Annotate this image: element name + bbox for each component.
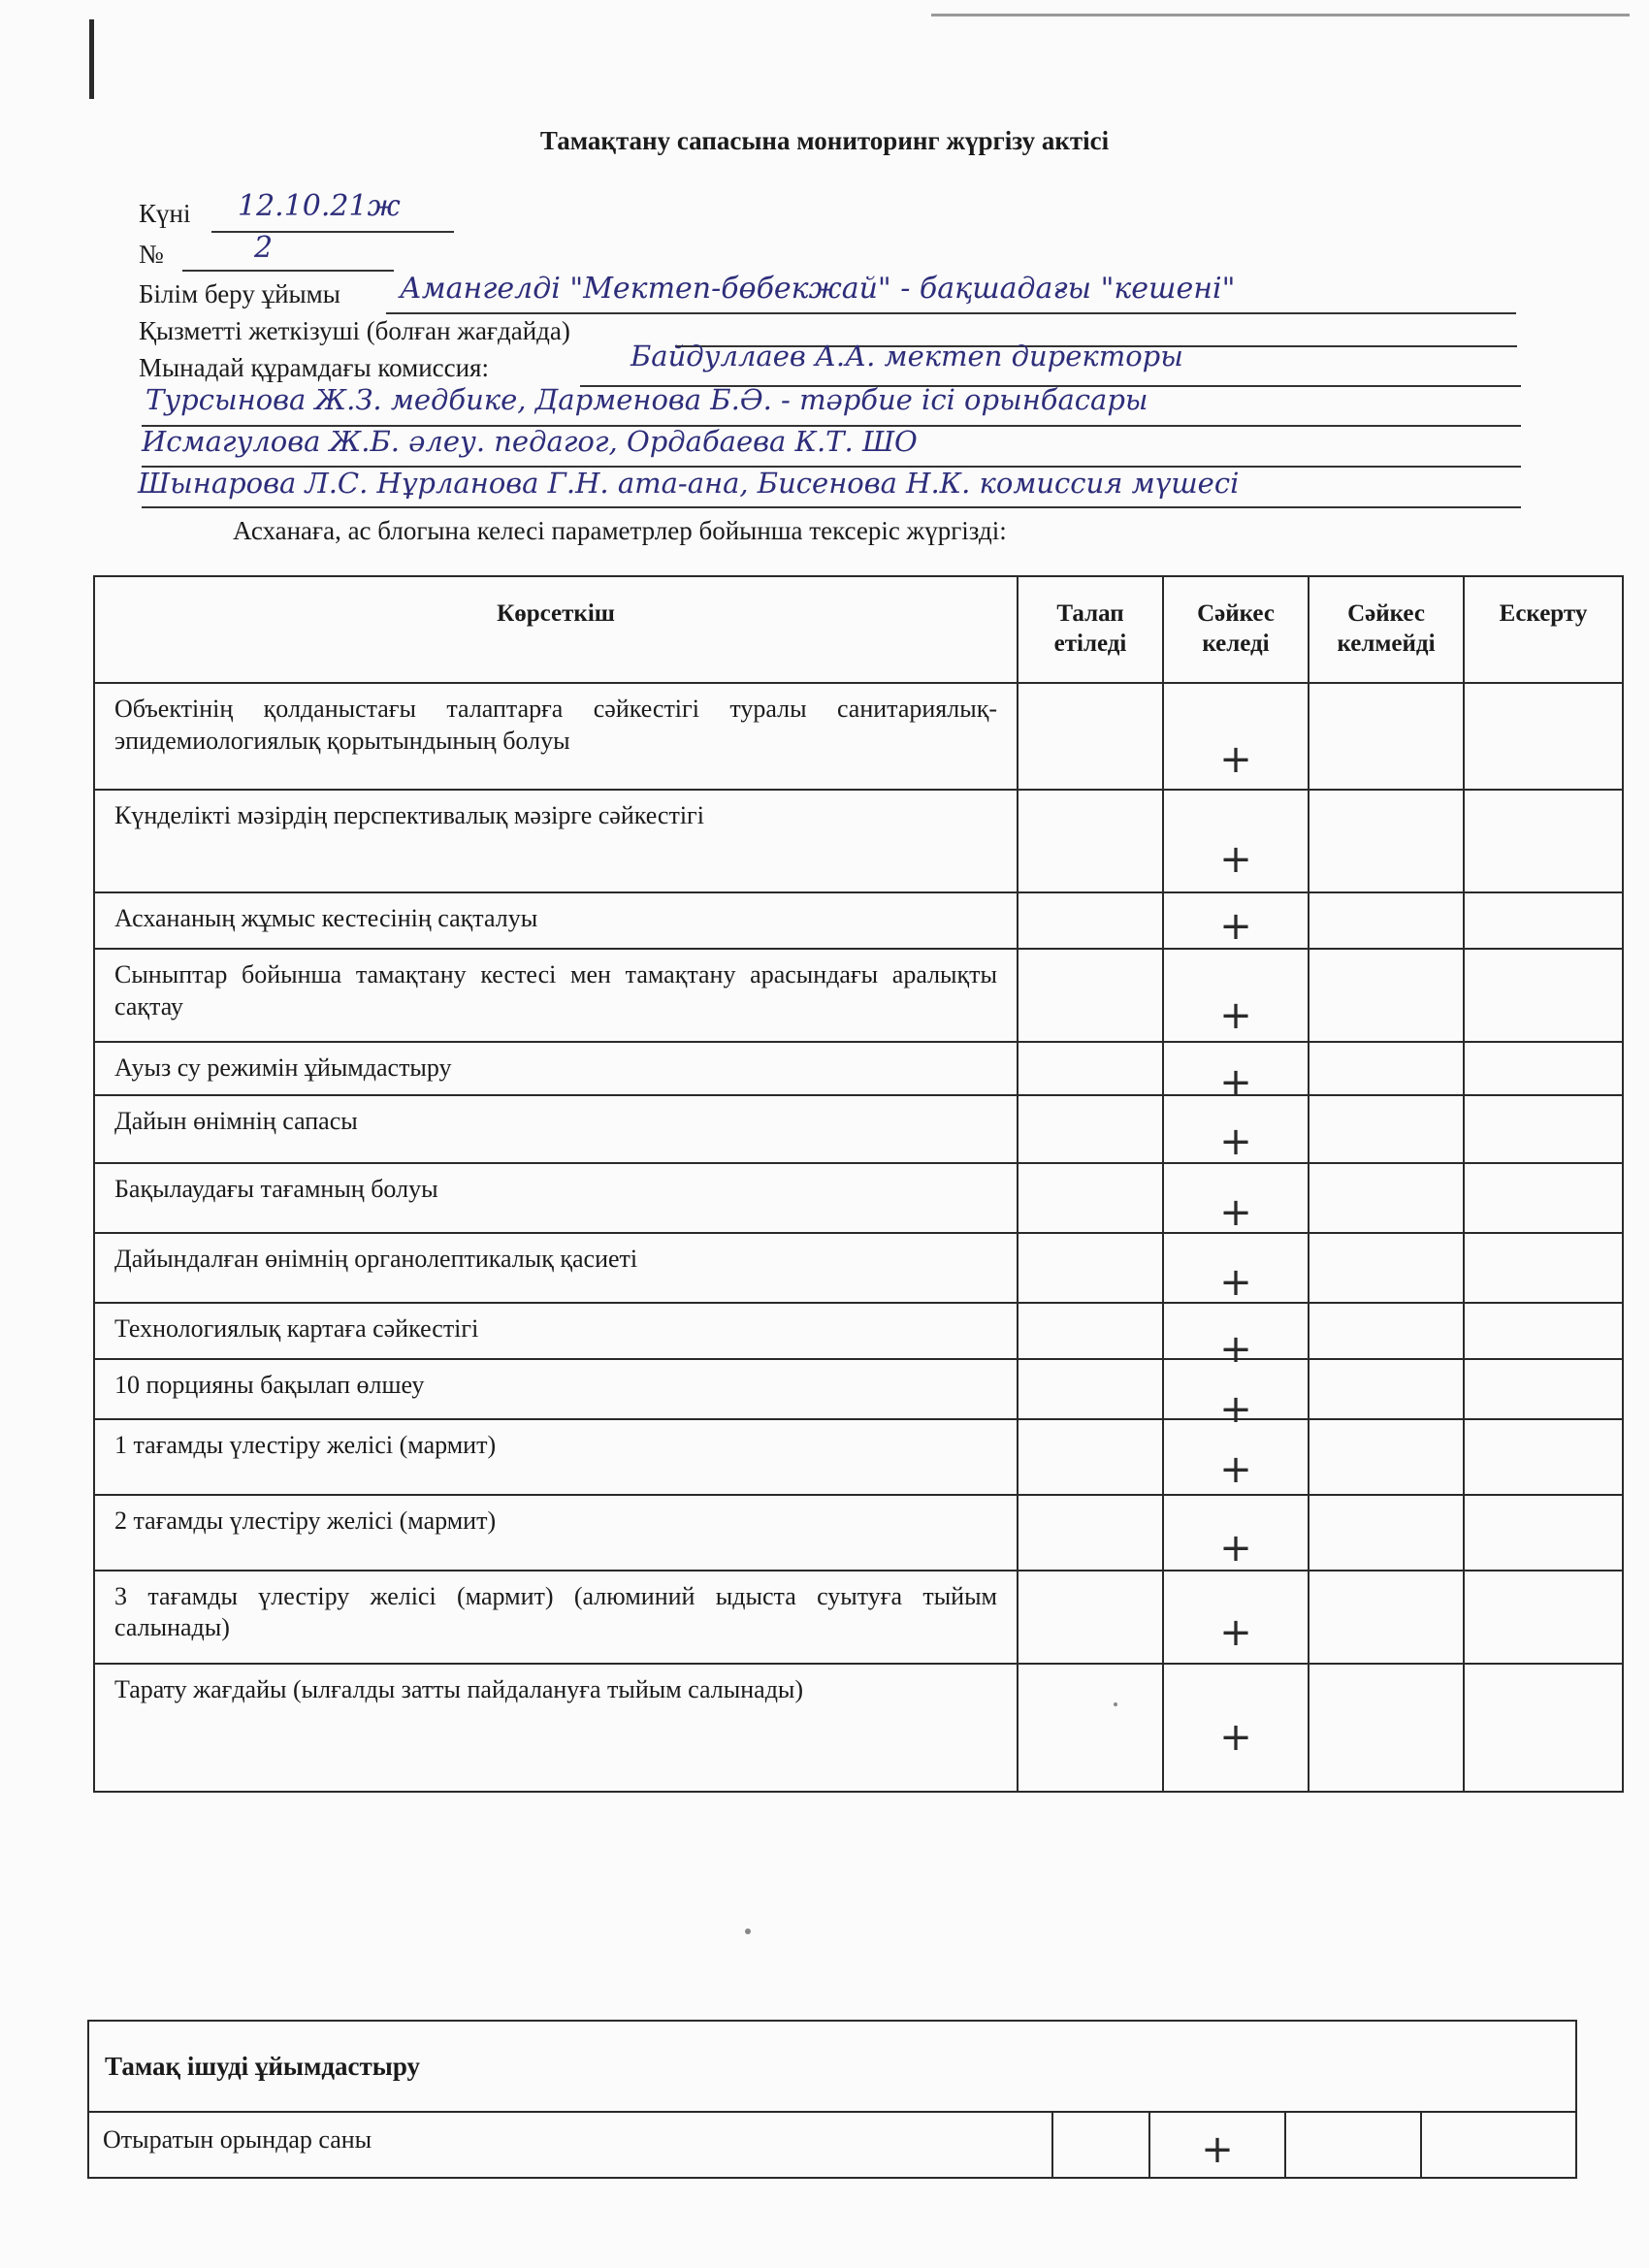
compliant-mark: + [1219, 1447, 1252, 1493]
required-cell [1018, 1359, 1163, 1419]
indicator-cell: 2 тағамды үлестіру желісі (мармит) [94, 1495, 1018, 1571]
commission-line-4: Шынарова Л.С. Нұрланова Г.Н. ата-ана, Бисенова Н.К. комиссия мүшесі [138, 467, 1240, 500]
note-cell [1464, 1303, 1623, 1359]
note-cell [1464, 892, 1623, 949]
indicator-cell: Тарату жағдайы (ылғалды затты пайдалануға тыйым салынады) [94, 1664, 1018, 1792]
indicator-cell: 3 тағамды үлестіру желісі (мармит) (алюминий ыдыста суытуға тыйым салынады) [94, 1571, 1018, 1664]
note-cell [1464, 1163, 1623, 1233]
noncompliant-cell [1309, 1233, 1464, 1303]
required-cell [1018, 1095, 1163, 1163]
noncompliant-cell [1309, 790, 1464, 892]
table-header-row [94, 576, 1623, 683]
required-cell [1018, 1303, 1163, 1359]
table-row [94, 1571, 1623, 1664]
header-required: Талап етіледі [1018, 576, 1163, 683]
table-row [94, 1303, 1623, 1359]
note-cell [1464, 790, 1623, 892]
indicator-cell: Асхананың жұмыс кестесінің сақталуы [94, 892, 1018, 949]
monitoring-table [93, 575, 1624, 1793]
compliant-mark: + [1201, 2127, 1234, 2173]
indicator-cell: Объектінің қолданыстағы талаптарға сәйкестігі туралы санитариялық-эпидемиологиялық қорытындының болуы [94, 683, 1018, 790]
required-cell [1018, 1042, 1163, 1095]
header-compliant: Сәйкес келеді [1163, 576, 1309, 683]
date-handwritten: 12.10.21ж [238, 189, 401, 223]
compliant-mark: + [1219, 1386, 1252, 1432]
noncompliant-cell [1309, 1664, 1464, 1792]
noncompliant-cell [1309, 1571, 1464, 1664]
indicator-cell: Дайын өнімнің сапасы [94, 1095, 1018, 1163]
intro-text: Асханаға, ас блогына келесі параметрлер бойынша тексеріс жүргізді: [233, 516, 1007, 545]
header-indicator: Көрсеткіш [94, 576, 1018, 683]
compliant-mark: + [1219, 1119, 1252, 1165]
table-row [94, 790, 1623, 892]
compliant-mark: + [1219, 1059, 1252, 1105]
required-cell [1018, 1664, 1163, 1792]
org-label: Білім беру ұйымы [139, 279, 340, 308]
indicator-cell: Технологиялық картаға сәйкестігі [94, 1303, 1018, 1359]
compliant-mark: + [1219, 1714, 1252, 1760]
noncompliant-cell [1309, 683, 1464, 790]
header-noncompliant: Сәйкес келмейді [1309, 576, 1464, 683]
compliant-cell [1163, 683, 1309, 790]
scan-speck [1114, 1702, 1117, 1706]
note-cell [1464, 1233, 1623, 1303]
compliant-mark: + [1219, 1189, 1252, 1235]
table-row [94, 1163, 1623, 1233]
compliant-cell [1163, 1359, 1309, 1432]
supplier-label: Қызметті жеткізуші (болған жағдайда) [139, 316, 570, 345]
noncompliant-cell [1309, 1419, 1464, 1495]
org-underline [386, 312, 1516, 314]
noncompliant-cell [1309, 1095, 1464, 1163]
table-row [94, 892, 1623, 949]
note-cell [1464, 1495, 1623, 1571]
compliant-mark: + [1219, 1526, 1252, 1571]
note-cell [1464, 1664, 1623, 1792]
note-cell [1464, 1042, 1623, 1095]
table-row [94, 1495, 1623, 1571]
date-underline [211, 231, 454, 233]
noncompliant-cell [1285, 2112, 1421, 2178]
noncompliant-cell [1309, 1495, 1464, 1571]
indicator-cell: Сыныптар бойынша тамақтану кестесі мен тамақтану арасындағы аралықты сақтау [94, 949, 1018, 1042]
scan-edge-mark [89, 19, 94, 99]
compliant-mark: + [1219, 1610, 1252, 1656]
required-cell [1018, 683, 1163, 790]
header-note: Ескерту [1464, 576, 1623, 683]
compliant-cell [1163, 1095, 1309, 1163]
table-row [94, 1359, 1623, 1419]
compliant-cell [1163, 1419, 1309, 1495]
compliant-cell [1163, 790, 1309, 892]
required-cell [1018, 1571, 1163, 1664]
meal-organization-table [87, 2020, 1577, 2179]
compliant-cell [1163, 892, 1309, 949]
indicator-cell: 1 тағамды үлестіру желісі (мармит) [94, 1419, 1018, 1495]
compliant-cell [1163, 1233, 1309, 1303]
table-row [88, 2112, 1576, 2178]
commission-line-3: Исмагулова Ж.Б. әлеу. педагог, Ордабаева К.Т. ШО [142, 425, 918, 458]
compliant-cell [1163, 1495, 1309, 1571]
compliant-cell [1163, 949, 1309, 1042]
noncompliant-cell [1309, 1303, 1464, 1359]
required-cell [1018, 949, 1163, 1042]
number-underline [182, 270, 394, 272]
indicator-cell: Күнделікті мәзірдің перспективалық мәзірге сәйкестігі [94, 790, 1018, 892]
compliant-cell [1163, 1163, 1309, 1233]
compliant-cell [1163, 1571, 1309, 1664]
compliant-cell [1163, 1042, 1309, 1105]
required-cell [1018, 1495, 1163, 1571]
indicator-cell: 10 порцияны бақылап өлшеу [94, 1359, 1018, 1419]
commission-line-1: Байдуллаев А.А. мектеп директоры [630, 340, 1183, 373]
indicator-cell: Ауыз су режимін ұйымдастыру [94, 1042, 1018, 1095]
org-handwritten: Амангелді "Мектеп-бөбекжай" - бақшадағы "кешені" [400, 272, 1236, 306]
scan-edge-line [931, 14, 1630, 16]
table-row [94, 683, 1623, 790]
date-label: Күні [139, 199, 191, 228]
indicator-cell: Бақылаудағы тағамның болуы [94, 1163, 1018, 1233]
commission-underline-4 [142, 506, 1521, 508]
compliant-mark: + [1219, 736, 1252, 782]
indicator-cell: Отыратын орындар саны [88, 2112, 1052, 2178]
table-row [94, 1664, 1623, 1792]
table-row [94, 949, 1623, 1042]
table-row [94, 1042, 1623, 1095]
note-cell [1464, 1571, 1623, 1664]
compliant-mark: + [1219, 1259, 1252, 1305]
commission-line-2: Турсынова Ж.З. медбике, Дарменова Б.Ә. - тәрбие ісі орынбасары [146, 383, 1148, 416]
note-cell [1464, 949, 1623, 1042]
compliant-cell [1163, 1664, 1309, 1792]
compliant-mark: + [1219, 1327, 1252, 1373]
number-handwritten: 2 [254, 231, 274, 265]
required-cell [1018, 1233, 1163, 1303]
required-cell [1018, 1163, 1163, 1233]
note-cell [1464, 1359, 1623, 1419]
required-cell [1018, 892, 1163, 949]
table-row [94, 1233, 1623, 1303]
compliant-mark: + [1219, 992, 1252, 1038]
number-label: № [139, 240, 164, 269]
note-cell [1464, 1419, 1623, 1495]
noncompliant-cell [1309, 1163, 1464, 1233]
compliant-mark: + [1219, 903, 1252, 949]
note-cell [1464, 683, 1623, 790]
table-row [94, 1095, 1623, 1163]
indicator-cell: Дайындалған өнімнің органолептикалық қасиеті [94, 1233, 1018, 1303]
table-row [94, 1419, 1623, 1495]
section-title-row [88, 2021, 1576, 2112]
required-cell [1052, 2112, 1149, 2178]
scan-speck [745, 1928, 751, 1934]
noncompliant-cell [1309, 1042, 1464, 1095]
document-title: Тамақтану сапасына мониторинг жүргізу актісі [539, 126, 1110, 155]
required-cell [1018, 1419, 1163, 1495]
required-cell [1018, 790, 1163, 892]
noncompliant-cell [1309, 892, 1464, 949]
noncompliant-cell [1309, 949, 1464, 1042]
compliant-cell [1163, 1303, 1309, 1373]
noncompliant-cell [1309, 1359, 1464, 1419]
compliant-mark: + [1219, 836, 1252, 882]
note-cell [1421, 2112, 1576, 2178]
commission-label: Мынадай құрамдағы комиссия: [139, 353, 489, 382]
note-cell [1464, 1095, 1623, 1163]
section-title: Тамақ ішуді ұйымдастыру [88, 2021, 1576, 2112]
compliant-cell [1149, 2112, 1285, 2178]
